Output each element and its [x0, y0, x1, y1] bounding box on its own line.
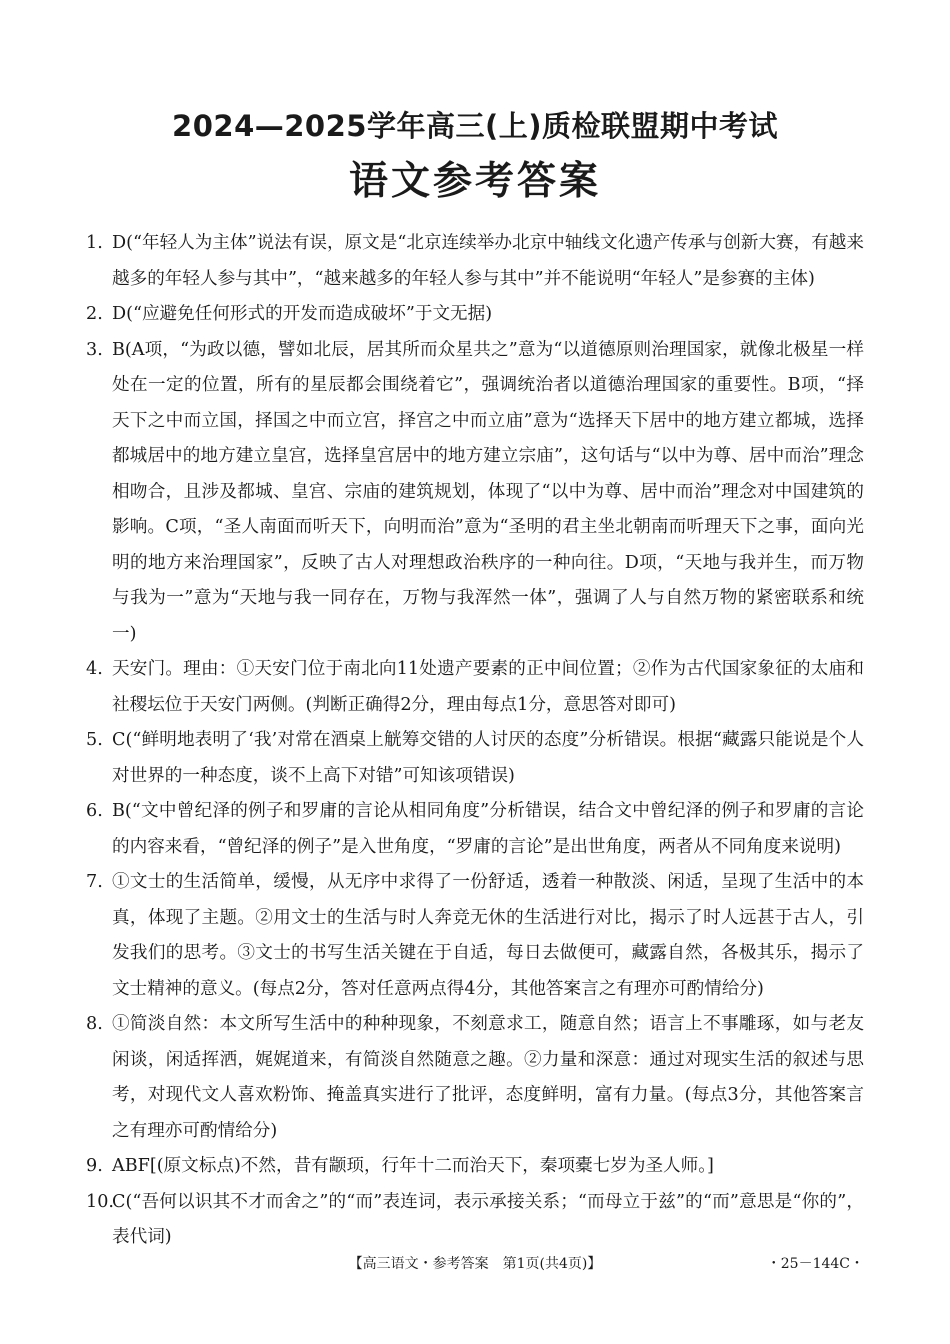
- answer-item-7: [86, 865, 864, 1007]
- exam-title: 2024—2025学年高三(上)质检联盟期中考试: [172, 109, 778, 143]
- answer-text: D(“应避免任何形式的开发而造成破坏”于文无据): [112, 304, 493, 324]
- answer-key-title: 语文参考答案: [348, 159, 601, 204]
- answer-text: B(“文中曾纪泽的例子和罗庸的言论从相同角度”分析错误，结合文中曾纪泽的例子和罗庸的言论的内容来看，“曾纪泽的例子”是入世角度，“罗庸的言论”是出世角度，两者从不同角度来说明): [112, 801, 864, 857]
- answer-item-5: [86, 723, 864, 794]
- footer-doc-code: ・25－144C・: [766, 1256, 864, 1272]
- answer-item-8: [86, 1007, 864, 1149]
- answer-item-9: [86, 1149, 864, 1185]
- answer-text: ①文士的生活简单，缓慢，从无序中求得了一份舒适，透着一种散淡、闲适，呈现了生活中的本真，体现了主题。②用文士的生活与时人奔竞无休的生活进行对比，揭示了时人远甚于古人，引发我们的思考。③文士的书写生活关键在于自适，每日去做便可，藏露自然，各极其乐，揭示了文士精神的意义。(每点2分，答对任意两点得4分，其他答案言之有理亦可酌情给分): [112, 872, 864, 999]
- answer-number: 5.: [86, 730, 103, 750]
- answer-text: B(A项，“为政以德，譬如北辰，居其所而众星共之”意为“以道德原则治理国家，就像北极星一样处在一定的位置，所有的星辰都会围绕着它”，强调统治者以道德治理国家的重要性。B项，“择天下之中而立国，择国之中而立宫，择宫之中而立庙”意为“选择天下居中的地方建立都城，选择都城居中的地方建立皇宫，选择皇宫居中的地方建立宗庙”，这句话与“以中为尊、居中而治”理念相吻合，且涉及都城、皇宫、宗庙的建筑规划，体现了“以中为尊、居中而治”理念对中国建筑的影响。C项，“圣人南面而听天下，向明而治”意为“圣明的君主坐北朝南而听理天下之事，面向光明的地方来治理国家”，反映了古人对理想政治秩序的一种向往。D项，“天地与我并生，而万物与我为一”意为“天地与我一同存在，万物与我浑然一体”，强调了人与自然万物的紧密联系和统一): [112, 339, 864, 644]
- answer-number: 10.: [86, 1191, 114, 1212]
- answer-number: 3.: [86, 339, 103, 360]
- answer-item-2: [86, 297, 864, 333]
- answer-text: C(“吾何以识其不才而舍之”的“而”表连词，表示承接关系；“而母立于兹”的“而”意思是“你的”，表代词): [112, 1191, 864, 1247]
- answer-number: 8.: [86, 1014, 103, 1034]
- footer-page-info: 【高三语文・参考答案 第1页(共4页)】: [348, 1256, 602, 1272]
- answer-text: C(“鲜明地表明了‘我’对常在酒桌上觥筹交错的人讨厌的态度”分析错误。根据“藏露只能说是个人对世界的一种态度，谈不上高下对错”可知该项错误): [112, 730, 864, 786]
- answer-text: D(“年轻人为主体”说法有误，原文是“北京连续举办北京中轴线文化遗产传承与创新大赛，有越来越多的年轻人参与其中”，“越来越多的年轻人参与其中”并不能说明“年轻人”是参赛的主体): [112, 233, 864, 289]
- answer-text: ①简淡自然：本文所写生活中的种种现象，不刻意求工，随意自然；语言上不事雕琢，如与老友闲谈，闲适挥洒，娓娓道来，有简淡自然随意之趣。②力量和深意：通过对现实生活的叙述与思考，对现代文人喜欢粉饰、掩盖真实进行了批评，态度鲜明，富有力量。(每点3分，其他答案言之有理亦可酌情给分): [112, 1014, 864, 1141]
- answer-item-6: [86, 794, 864, 865]
- answer-number: 6.: [86, 801, 103, 821]
- answer-list: [86, 226, 864, 1256]
- answer-item-10: [86, 1185, 864, 1256]
- answer-item-3: [86, 333, 864, 653]
- answer-text: 天安门。理由：①天安门位于南北向11处遗产要素的正中间位置；②作为古代国家象征的太庙和社稷坛位于天安门两侧。(判断正确得2分，理由每点1分，意思答对即可): [112, 659, 864, 715]
- answer-item-4: [86, 652, 864, 723]
- answer-number: 2.: [86, 304, 103, 324]
- answer-item-1: [86, 226, 864, 297]
- answer-text: ABF[(原文标点)不然，昔有颛顼，行年十二而治天下，秦项橐七岁为圣人师。]: [112, 1156, 714, 1176]
- answer-number: 1.: [86, 233, 103, 253]
- answer-number: 4.: [86, 659, 103, 679]
- answer-number: 7.: [86, 872, 103, 892]
- answer-number: 9.: [86, 1156, 103, 1176]
